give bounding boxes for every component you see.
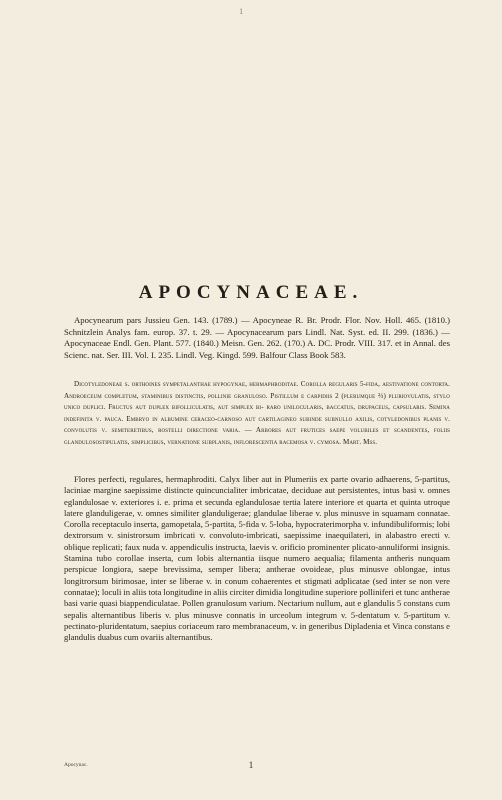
page-number: 1	[248, 760, 254, 770]
flower-description: Flores perfecti, regulares, hermaphroditi. Calyx liber aut in Plumeriis ex parte ovario adhaerens, 5-partitus, laciniae margine saepissime distincte quincuncialiter imbricatae, deciduae aut persistentes, intus basi v. omnes eglandulosae v. exteriores i. e. prima et secunda eglandulosae tertia latere interiore et quarta et quinta utroque latere glanduligerae, v. omnes similiter glanduligerae; glandulae liberae v. plus minusve in squamam connatae. Corolla receptaculo inserta, gamopetala, 5-partita, 5-fida v. 5-loba, hypocraterimorpha v. infundibuliformis; lobi dextrorsum v. sinistrorsum imbricati v. convoluto-imbricati, saepissime inaequilateri, in alabastro erecti v. oblique replicati; faux nuda v. appendiculis instructa, laevis v. orificio prominenter plicato-annuliformi insignis. Stamina tubo corollae inserta, cum lobis alternantia iisque numero aequalia; filamenta antheris nunquam perspicue longiora, saepe brevissima, semper libera; antherae ovoideae, plus minusve oblongae, intus longitrorsum birimosae, inter se liberae v. in conum cohaerentes et stigmati adplicatae (sed inter se non vere connatae); loculi in aliis tota longitudine in aliis circiter dimidia longitudine superiore polliniferi et tunc antherae basi varie quasi biappendiculatae. Pollen granulosum varium. Nectarium nullum, aut e glandulis 5 constans cum sepalis alternantibus liberis v. plus minusve connatis in urceolum integrum v. 5-dentatum v. 5-partitum v. pectinato-pluridentatum, saepius coriaceum raro membranaceum, v. in generibus Dipladenia et Vinca constans e glandulis duabus cum ovariis alternantibus.	[64, 474, 450, 643]
page-title: APOCYNACEAE.	[138, 282, 364, 303]
page-mark: 1	[239, 8, 244, 16]
family-diagnosis: Dicotyledoneae s. orthoines sympetalanthae hypogynae, hermaphroditae. Corolla regularis 5-fida, aestivatione contorta. Androeceum completum, staminibus distinctis, pollinie granuloso. Pistillum e carpidiis 2 (plerumque ⅔) pluriovulatis, stylo unico duplici. Fructus aut duplex bifolliculatis, aut simplex bi- raro unilocularis, baccatus, drupaceus, capsularis. Semina indefinita v. pauca. Embryo in albumine ceraceo-carnoso aut cartilagineo subinde subnullo axilis, cotyledonibus planis v. convolutis v. semiteretibus, rostelli directione varia. — Arbores aut frutices saepe volubiles et scandentes, foliis glandulosostipulatis, simplicibus, vernatione subplanis, inflorescentia racemosa v. cymosa. Mart. Mss.	[64, 380, 450, 446]
bibliographic-references: Apocynearum pars Jussieu Gen. 143. (1789.) — Apocyneae R. Br. Prodr. Flor. Nov. Holl. 465. (1810.) Schnitzlein Analys fam. europ. 37. t. 29. — Apocynacearum pars Lindl. Nat. Syst. ed. II. 299. (1836.) — Apocynaceae Endl. Gen. Plant. 577. (1840.) Meisn. Gen. 262. (170.) A. DC. Prodr. VIII. 317. et in Annal. des Scienc. nat. Ser. III. Vol. I. 235. Lindl. Veg. Kingd. 599. Balfour Class Book 583.	[64, 315, 450, 360]
footer-signature: Apocynac.	[64, 762, 88, 768]
